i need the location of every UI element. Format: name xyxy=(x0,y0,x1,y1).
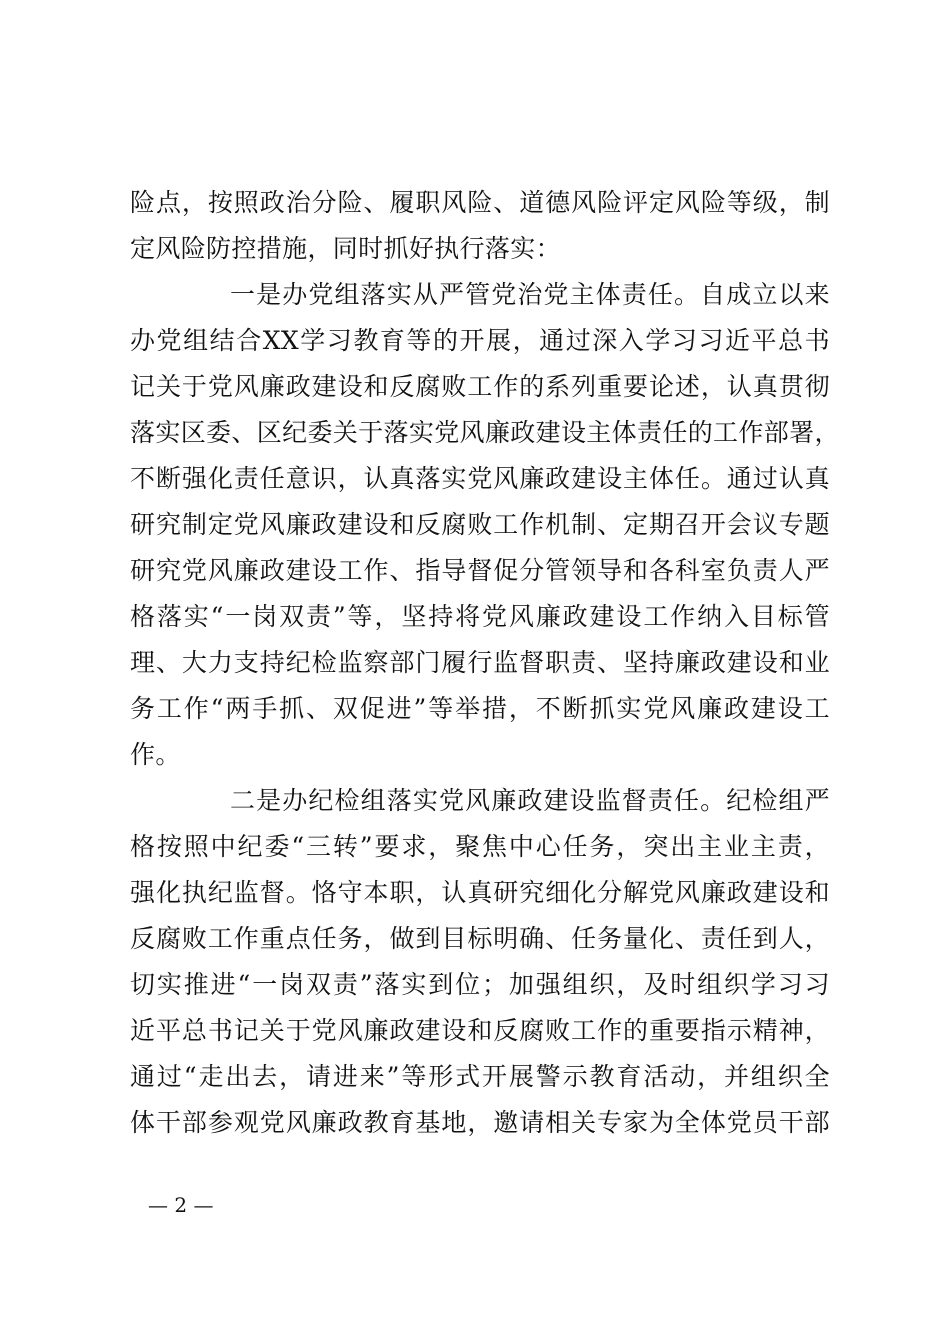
paragraph-first-line: 二是办纪检组落实党风廉政建设监督责任。纪检组严 xyxy=(230,786,830,815)
text-line: 格按照中纪委“三转”要求，聚焦中心任务，突出主业主责， xyxy=(130,832,830,861)
page-number: — 2 — xyxy=(148,1193,214,1217)
text-line: 通过“走出去，请进来”等形式开展警示教育活动，并组织全 xyxy=(130,1062,830,1091)
text-line: 切实推进“一岗双责”落实到位；加强组织，及时组织学习习 xyxy=(130,970,830,999)
text-line: 务工作“两手抓、双促进”等举措，不断抓实党风廉政建设工 xyxy=(130,694,830,723)
paragraph-first-line: 一是办党组落实从严管党治党主体责任。自成立以来 xyxy=(230,280,830,309)
text-line: 理、大力支持纪检监察部门履行监督职责、坚持廉政建设和业 xyxy=(130,648,830,677)
text-line: 格落实“一岗双责”等，坚持将党风廉政建设工作纳入目标管 xyxy=(130,602,830,631)
text-line: 体干部参观党风廉政教育基地，邀请相关专家为全体党员干部 xyxy=(130,1108,830,1137)
text-line: 研究党风廉政建设工作、指导督促分管领导和各科室负责人严 xyxy=(130,556,830,585)
text-line: 不断强化责任意识，认真落实党风廉政建设主体任。通过认真 xyxy=(130,464,830,493)
text-line: 近平总书记关于党风廉政建设和反腐败工作的重要指示精神， xyxy=(130,1016,830,1045)
text-line: 记关于党风廉政建设和反腐败工作的系列重要论述，认真贯彻 xyxy=(130,372,830,401)
text-line: 落实区委、区纪委关于落实党风廉政建设主体责任的工作部署， xyxy=(130,418,840,447)
text-line: 定风险防控措施，同时抓好执行落实： xyxy=(130,234,561,263)
text-line: 办党组结合XX学习教育等的开展，通过深入学习习近平总书 xyxy=(130,326,830,355)
text-line: 险点，按照政治分险、履职风险、道德风险评定风险等级，制 xyxy=(130,188,830,217)
body-text xyxy=(130,180,840,1146)
text-line: 强化执纪监督。恪守本职，认真研究细化分解党风廉政建设和 xyxy=(130,878,830,907)
text-line: 研究制定党风廉政建设和反腐败工作机制、定期召开会议专题 xyxy=(130,510,830,539)
text-line: 反腐败工作重点任务，做到目标明确、任务量化、责任到人， xyxy=(130,924,830,953)
text-line: 作。 xyxy=(130,740,181,769)
